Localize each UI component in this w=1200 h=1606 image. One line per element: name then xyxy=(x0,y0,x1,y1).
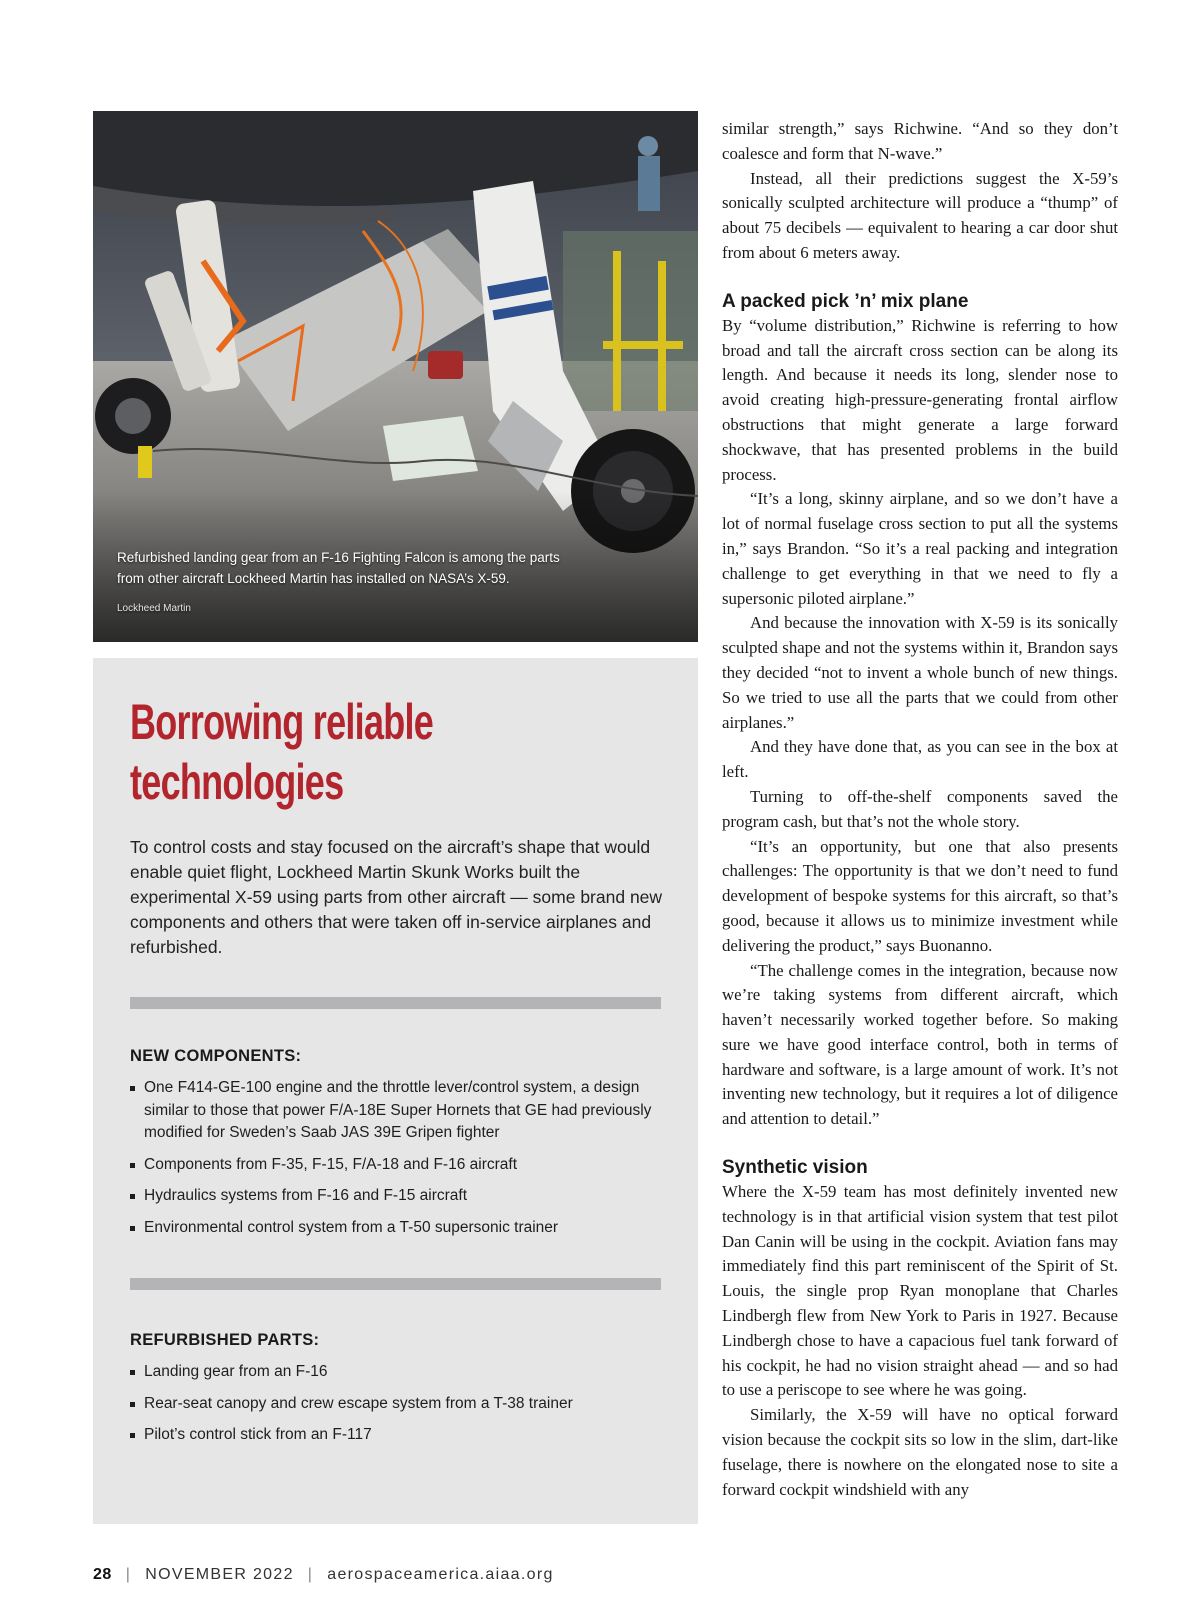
refurbished-parts-list xyxy=(130,1361,660,1456)
website-link[interactable]: aerospaceamerica.aiaa.org xyxy=(327,1566,554,1583)
article-paragraph: Instead, all their predictions suggest the X-59’s sonically sculpted architecture will produce a “thump” of about 75 decibels — equivalent to hearing a car door shut from about 6 meters away. xyxy=(722,168,1118,262)
article-paragraph: By “volume distribution,” Richwine is referring to how broad and tall the aircraft cross section can be along its length. And because it needs its long, slender nose to avoid creating high-pressure-generating frontal airflow obstructions that might generate a large forward shockwave, that has presented problems in the build process. xyxy=(722,315,1118,484)
list-item xyxy=(130,1393,660,1416)
bullet-icon xyxy=(130,1402,135,1407)
article-paragraph: similar strength,” says Richwine. “And so they don’t coalesce and form that N-wave.” xyxy=(722,119,1118,163)
footer-divider: | xyxy=(307,1566,314,1583)
refurbished-parts-heading: REFURBISHED PARTS: xyxy=(130,1331,320,1349)
bullet-icon xyxy=(130,1226,135,1231)
bullet-icon xyxy=(130,1194,135,1199)
sidebar-divider xyxy=(130,997,661,1009)
sidebar-title-line-2: technologies xyxy=(130,754,344,810)
new-components-list xyxy=(130,1077,660,1248)
article-paragraph: “It’s a long, skinny airplane, and so we don’t have a lot of normal fuselage cross section to put all the systems in,” says Brandon. “So it’s a real packing and integration challenge to get everything in that we need to fly a supersonic piloted airplane.” xyxy=(722,489,1118,608)
article-paragraph: Similarly, the X-59 will have no optical forward vision because the cockpit sits so low in the slim, dart-like fuselage, there is nowhere on the elongated nose to site a forward cockpit windshield with any xyxy=(722,1405,1118,1499)
bullet-icon xyxy=(130,1370,135,1375)
list-item xyxy=(130,1361,660,1384)
list-item-text: Components from F-35, F-15, F/A-18 and F-16 aircraft xyxy=(144,1155,517,1173)
list-item xyxy=(130,1154,660,1177)
article-paragraph: “The challenge comes in the integration, because now we’re taking systems from different aircraft, which haven’t necessarily worked together before. So making sure we have good interface control, both in terms of hardware and software, is a large amount of work. It’s not inventing new technology, but it requires a lot of diligence and attention to detail.” xyxy=(722,960,1118,1129)
article-paragraph: “It’s an opportunity, but one that also presents challenges: The opportunity is that we don’t need to fund development of bespoke systems for this aircraft, so that’s good, because it allows us to minimize investment while delivering the product,” says Buonanno. xyxy=(722,836,1118,955)
bullet-icon xyxy=(130,1163,135,1168)
sidebar-box xyxy=(93,658,698,1524)
bullet-icon xyxy=(130,1086,135,1091)
sidebar-title xyxy=(130,692,504,812)
list-item xyxy=(130,1217,660,1240)
issue-date: NOVEMBER 2022 xyxy=(145,1566,294,1583)
article-paragraph: And because the innovation with X-59 is its sonically sculpted shape and not the systems within it, Brandon says they decided “not to invent a whole bunch of new things. So we tried to use all the parts that we could from other airplanes.” xyxy=(722,613,1118,732)
section-heading-synthetic-vision: Synthetic vision xyxy=(722,1157,868,1179)
list-item xyxy=(130,1185,660,1208)
bullet-icon xyxy=(130,1433,135,1438)
article-paragraph: Turning to off-the-shelf components saved the program cash, but that’s not the whole story. xyxy=(722,786,1118,831)
section-heading-packed-plane: A packed pick ’n’ mix plane xyxy=(722,290,969,312)
new-components-heading: NEW COMPONENTS: xyxy=(130,1047,302,1065)
sidebar-divider xyxy=(130,1278,661,1290)
landing-gear-photo xyxy=(93,111,698,642)
list-item-text: Landing gear from an F-16 xyxy=(144,1363,328,1380)
photo-caption: Refurbished landing gear from an F-16 Fighting Falcon is among the parts from other aircraft Lockheed Martin has installed on NASA’s X-59. xyxy=(117,550,560,586)
list-item xyxy=(130,1077,660,1145)
list-item-text: Rear-seat canopy and crew escape system from a T-38 trainer xyxy=(144,1394,573,1412)
sidebar-intro: To control costs and stay focused on the aircraft’s shape that would enable quiet flight, Lockheed Martin Skunk Works built the experimental X-59 using parts from other aircraft — some brand new components and others that were taken off in-service airplanes and refurbished. xyxy=(130,837,663,957)
list-item-text: Hydraulics systems from F-16 and F-15 aircraft xyxy=(144,1187,468,1204)
footer-divider: | xyxy=(125,1566,132,1583)
article-paragraph: Where the X-59 team has most definitely invented new technology is in that artificial vision system that test pilot Dan Canin will be using in the cockpit. Aviation fans may immediately find this part reminiscent of the Spirit of St. Louis, the single prop Ryan monoplane that Charles Lindbergh flew from New York to Paris in 1927. Because Lindbergh chose to have a capacious fuel tank forward of his cockpit, he had no vision straight ahead — and so had to use a periscope to see where he was going. xyxy=(722,1182,1118,1400)
list-item-text: Pilot’s control stick from an F-117 xyxy=(144,1426,372,1443)
photo-credit: Lockheed Martin xyxy=(117,603,191,614)
list-item-text: Environmental control system from a T-50 supersonic trainer xyxy=(144,1218,559,1236)
page-footer xyxy=(93,1566,554,1584)
page-number: 28 xyxy=(93,1566,112,1583)
sidebar-title-line-1: Borrowing reliable xyxy=(130,694,434,750)
list-item-text: One F414-GE-100 engine and the throttle lever/control system, a design similar to those that power F/A-18E Super Hornets that GE had previously modified for Sweden’s Saab JAS 39E Gripen fighter xyxy=(144,1079,652,1141)
list-item xyxy=(130,1424,660,1447)
article-paragraph: And they have done that, as you can see in the box at left. xyxy=(722,737,1118,782)
article-column xyxy=(722,117,1118,1502)
